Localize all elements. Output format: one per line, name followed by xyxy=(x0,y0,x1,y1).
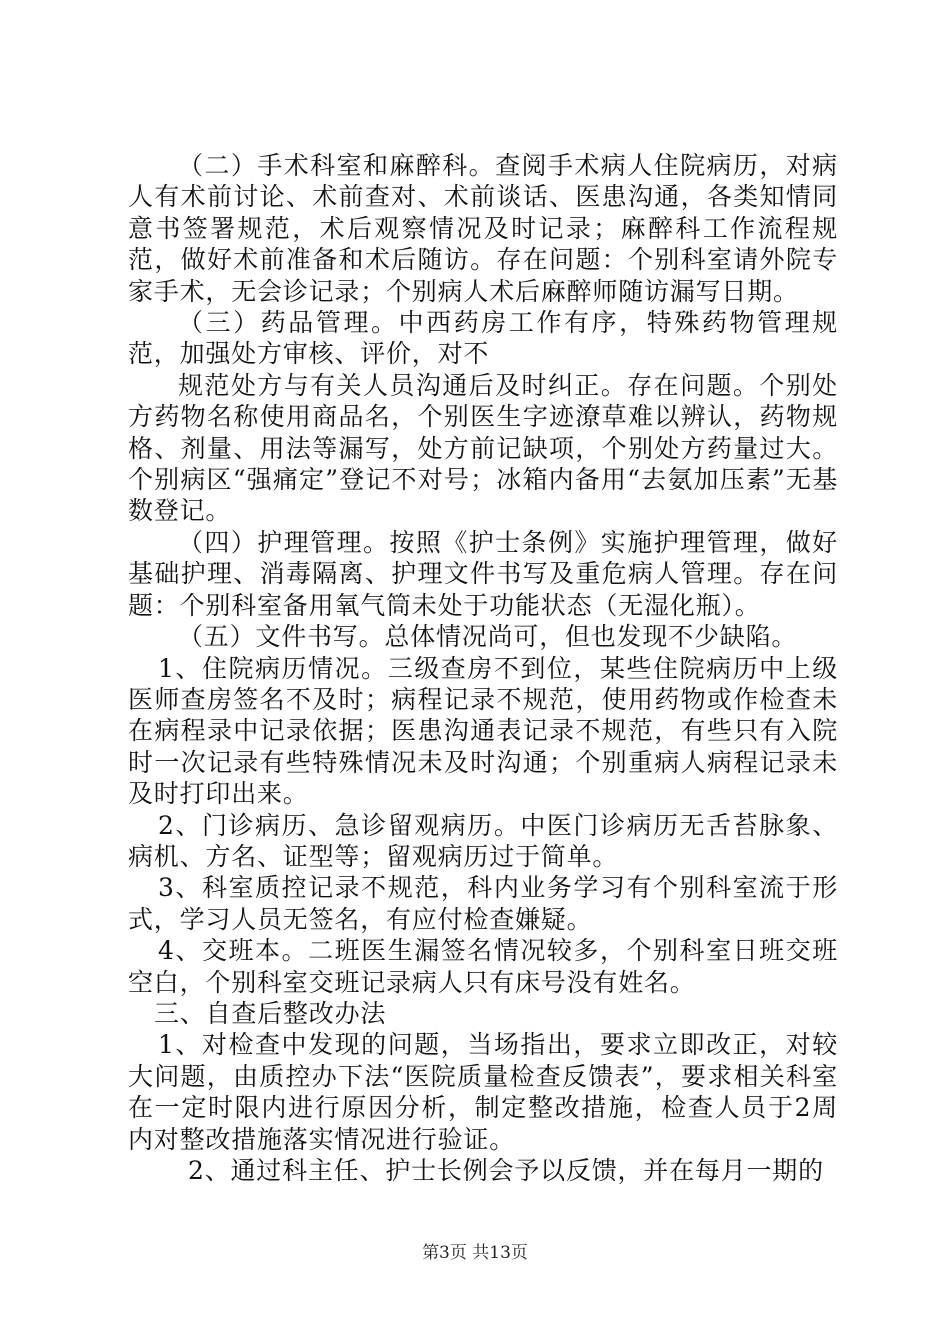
paragraph-rectification-1: 1、对检查中发现的问题，当场指出，要求立即改正，对较大问题，由质控办下法“医院质量检查反馈表”，要求相关科室在一定时限内进行原因分析，制定整改措施，检查人员于2周内对整改措施落实情况进行验证。 xyxy=(128,1030,838,1154)
section-heading-rectification: 三、自查后整改办法 xyxy=(154,998,387,1028)
document-body xyxy=(128,150,838,1186)
paragraph-inpatient-records: 1、住院病历情况。三级查房不到位，某些住院病历中上级医师查房签名不及时；病程记录不规范，使用药物或作检查未在病程录中记录依据；医患沟通表记录不规范，有些只有入院时一次记录有些特殊情况未及时沟通；个别重病人病程记录未及时打印出来。 xyxy=(128,653,838,809)
paragraph-rectification-2: 2、通过科主任、护士长例会予以反馈，并在每月一期的 xyxy=(188,1156,824,1185)
paragraph-quality-control: 3、科室质控记录不规范，科内业务学习有个别科室流于形式，学习人员无签名，有应付检查嫌疑。 xyxy=(128,873,838,934)
paragraph-prescription-issues: 规范处方与有关人员沟通后及时纠正。存在问题。个别处方药物名称使用商品名，个别医生字迹潦草难以辨认，药物规格、剂量、用法等漏写，处方前记缺项，个别处方药量过大。个别病区“强痛定”登记不对号；冰箱内备用“去氨加压素”无基数登记。 xyxy=(128,370,838,526)
paragraph-drug-management: （三）药品管理。中西药房工作有序，特殊药物管理规范，加强处方审核、评价，对不 xyxy=(128,308,838,369)
page-footer: 第3页 共13页 xyxy=(422,1243,528,1263)
paragraph-shift-book: 4、交班本。二班医生漏签名情况较多，个别科室日班交班空白，个别科室交班记录病人只有床号没有姓名。 xyxy=(128,936,838,997)
paragraph-outpatient-records: 2、门诊病历、急诊留观病历。中医门诊病历无舌苔脉象、病机、方名、证型等；留观病历过于简单。 xyxy=(128,810,838,871)
paragraph-nursing-management: （四）护理管理。按照《护士条例》实施护理管理，做好基础护理、消毒隔离、护理文件书写及重危病人管理。存在问题：个别科室备用氧气筒未处于功能状态（无湿化瓶）。 xyxy=(128,527,838,620)
paragraph-surgery-anesthesia: （二）手术科室和麻醉科。查阅手术病人住院病历，对病人有术前讨论、术前查对、术前谈话、医患沟通，各类知情同意书签署规范，术后观察情况及时记录；麻醉科工作流程规范，做好术前准备和术后随访。存在问题：个别科室请外院专家手术，无会诊记录；个别病人术后麻醉师随访漏写日期。 xyxy=(128,151,838,306)
paragraph-document-writing: （五）文件书写。总体情况尚可，但也发现不少缺陷。 xyxy=(178,622,798,652)
